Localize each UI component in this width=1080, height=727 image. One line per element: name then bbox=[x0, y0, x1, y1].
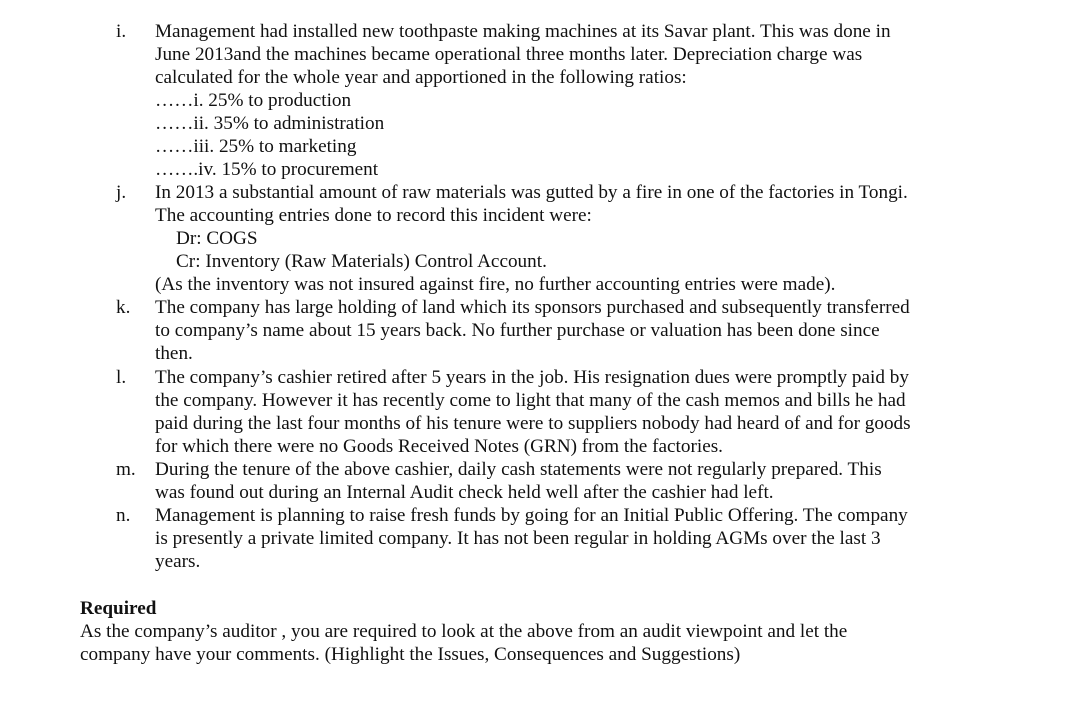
ratio-line: …….iv. 15% to procurement bbox=[155, 159, 379, 180]
list-marker: m. bbox=[116, 459, 136, 480]
ratio-line: ……iii. 25% to marketing bbox=[155, 136, 357, 157]
required-heading: Required bbox=[80, 598, 157, 619]
item-text-line: June 2013and the machines became operational three months later. Depreciation charge was bbox=[155, 44, 863, 65]
required-text-line: company have your comments. (Highlight the Issues, Consequences and Suggestions) bbox=[80, 644, 741, 665]
journal-entry-credit: Cr: Inventory (Raw Materials) Control Account. bbox=[176, 251, 547, 272]
item-text-line: the company. However it has recently come to light that many of the cash memos and bills he had bbox=[155, 390, 906, 411]
item-text-line: to company’s name about 15 years back. No further purchase or valuation has been done since bbox=[155, 320, 880, 341]
list-marker: k. bbox=[116, 297, 131, 318]
item-text-line: is presently a private limited company. It has not been regular in holding AGMs over the last 3 bbox=[155, 528, 881, 549]
item-text-line: During the tenure of the above cashier, daily cash statements were not regularly prepared. This bbox=[155, 459, 882, 480]
list-marker: n. bbox=[116, 505, 131, 526]
list-marker: j. bbox=[116, 182, 127, 203]
ratio-line: ……ii. 35% to administration bbox=[155, 113, 385, 134]
ratio-line: ……i. 25% to production bbox=[155, 90, 352, 111]
item-text-line: Management had installed new toothpaste making machines at its Savar plant. This was done in bbox=[155, 21, 891, 42]
item-text-line: then. bbox=[155, 343, 193, 364]
required-text-line: As the company’s auditor , you are required to look at the above from an audit viewpoint and let the bbox=[80, 621, 848, 642]
item-text-line: In 2013 a substantial amount of raw materials was gutted by a fire in one of the factories in Tongi. bbox=[155, 182, 908, 203]
item-text-line: The company has large holding of land which its sponsors purchased and subsequently transferred bbox=[155, 297, 910, 318]
item-text-line: paid during the last four months of his tenure were to suppliers nobody had heard of and for goods bbox=[155, 413, 911, 434]
item-text-line: (As the inventory was not insured against fire, no further accounting entries were made). bbox=[155, 274, 836, 295]
journal-entry-debit: Dr: COGS bbox=[176, 228, 258, 249]
item-text-line: The accounting entries done to record this incident were: bbox=[155, 205, 592, 226]
item-text-line: calculated for the whole year and apportioned in the following ratios: bbox=[155, 67, 687, 88]
list-marker: l. bbox=[116, 367, 127, 388]
item-text-line: Management is planning to raise fresh funds by going for an Initial Public Offering. The company bbox=[155, 505, 908, 526]
list-marker: i. bbox=[116, 21, 127, 42]
item-text-line: years. bbox=[155, 551, 201, 572]
item-text-line: was found out during an Internal Audit check held well after the cashier had left. bbox=[155, 482, 774, 503]
item-text-line: The company’s cashier retired after 5 years in the job. His resignation dues were promptly paid by bbox=[155, 367, 909, 388]
item-text-line: for which there were no Goods Received Notes (GRN) from the factories. bbox=[155, 436, 723, 457]
